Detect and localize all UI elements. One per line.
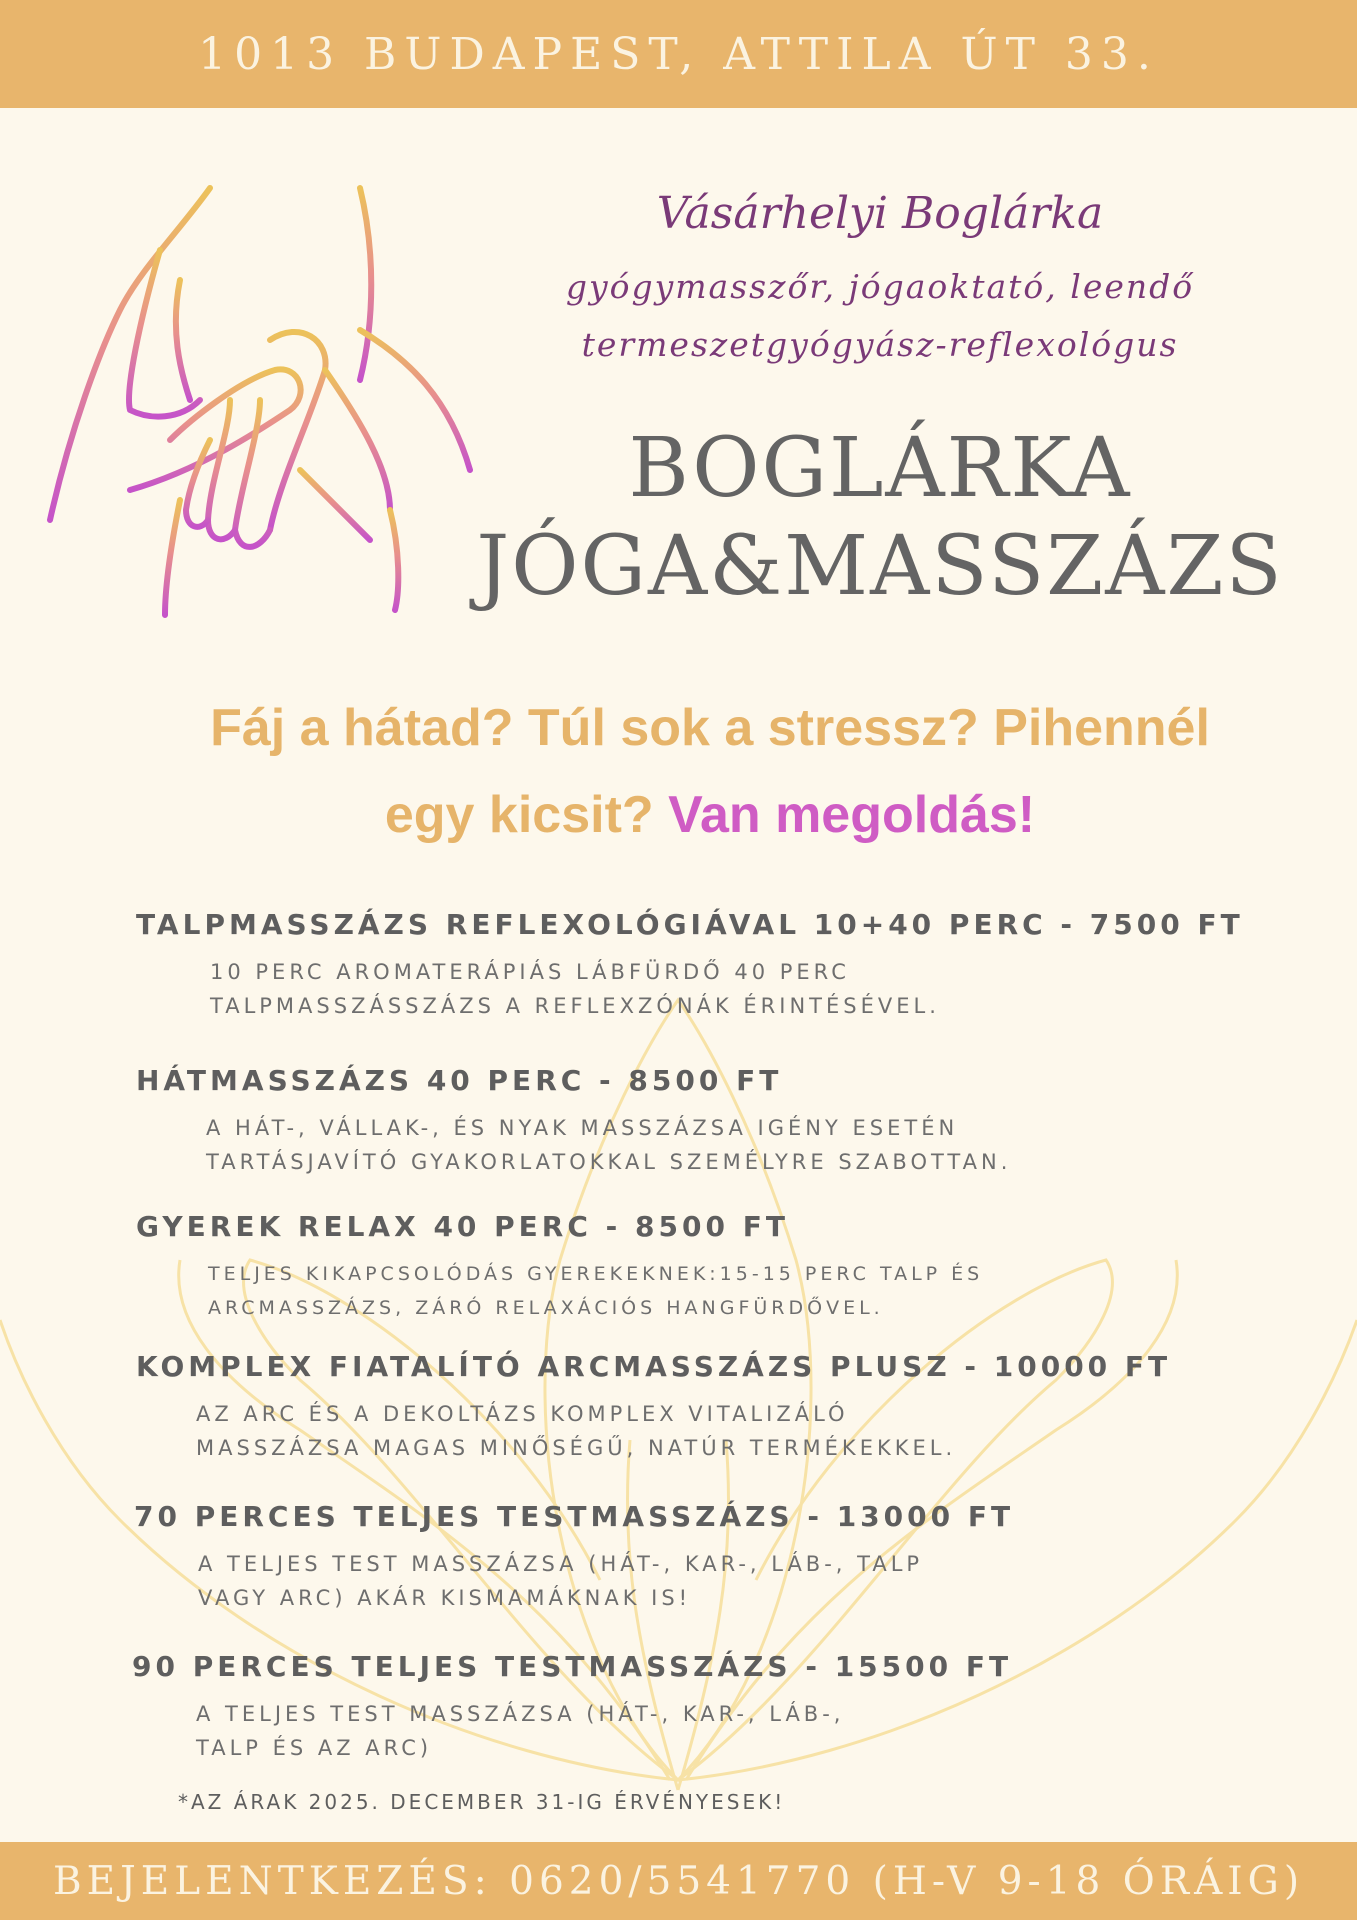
service-title: TALPMASSZÁZS REFLEXOLÓGIÁVAL 10+40 PERC - 7500 FT [136, 908, 1244, 941]
service-item [132, 1650, 1012, 1765]
booking-text: BEJELENTKEZÉS: 0620/5541770 (H-V 9-18 ÓRÁIG) [52, 1858, 1305, 1904]
address-text: 1013 BUDAPEST, ATTILA ÚT 33. [198, 28, 1159, 80]
service-desc-line: TARTÁSJAVÍTÓ GYAKORLATOKKAL SZEMÉLYRE SZABOTTAN. [206, 1150, 1012, 1174]
brand-line-1: BOGLÁRKA [628, 421, 1132, 516]
service-description [210, 955, 1244, 1023]
service-desc-line: TALPMASSZÁSSZÁZS A REFLEXZÓNÁK ÉRINTÉSÉVEL. [210, 994, 940, 1018]
service-description [208, 1257, 983, 1325]
therapist-name: Vásárhelyi Boglárka [656, 188, 1104, 239]
headline-part-2: egy kicsit? [384, 786, 654, 844]
service-item [136, 1210, 983, 1325]
therapist-subtitle [440, 258, 1320, 374]
subtitle-line-2: termeszetgyógyász-reflexológus [581, 325, 1179, 364]
service-title: GYEREK RELAX 40 PERC - 8500 FT [136, 1210, 789, 1243]
subtitle-line-1: gyógymasszőr, jógaoktató, leendő [565, 267, 1195, 306]
service-desc-line: TALP ÉS AZ ARC) [196, 1736, 433, 1760]
service-desc-line: MASSZÁZSA MAGAS MINŐSÉGŰ, NATÚR TERMÉKEKKEL. [196, 1436, 957, 1460]
booking-banner [0, 1842, 1357, 1920]
brand-line-2: JÓGA&MASSZÁZS [476, 519, 1284, 614]
headline-accent: Van megoldás! [668, 786, 1036, 844]
brand-title [450, 420, 1310, 616]
service-desc-line: A TELJES TEST MASSZÁZSA (HÁT-, KAR-, LÁB-, [196, 1702, 845, 1726]
service-desc-line: A TELJES TEST MASSZÁZSA (HÁT-, KAR-, LÁB-, TALP [198, 1552, 924, 1576]
headline [60, 685, 1357, 859]
service-description [198, 1547, 1014, 1615]
address-banner [0, 0, 1357, 108]
service-description [196, 1697, 1012, 1765]
service-desc-line: VAGY ARC) AKÁR KISMAMÁKNAK IS! [198, 1586, 692, 1610]
service-item [134, 1500, 1014, 1615]
service-desc-line: TELJES KIKAPCSOLÓDÁS GYEREKEKNEK:15-15 PERC TALP ÉS [208, 1263, 984, 1285]
service-desc-line: 10 PERC AROMATERÁPIÁS LÁBFÜRDŐ 40 PERC [210, 960, 850, 984]
service-title: KOMPLEX FIATALÍTÓ ARCMASSZÁZS PLUSZ - 10000 FT [136, 1350, 1172, 1383]
price-validity-note: *AZ ÁRAK 2025. DECEMBER 31-IG ÉRVÉNYESEK! [178, 1790, 786, 1814]
service-desc-line: A HÁT-, VÁLLAK-, ÉS NYAK MASSZÁZSA IGÉNY ESETÉN [206, 1116, 959, 1140]
service-title: 70 PERCES TELJES TESTMASSZÁZS - 13000 FT [134, 1500, 1015, 1533]
service-desc-line: ARCMASSZÁZS, ZÁRÓ RELAXÁCIÓS HANGFÜRDŐVEL. [208, 1297, 884, 1319]
headline-line-2 [60, 772, 1357, 859]
service-title: HÁTMASSZÁZS 40 PERC - 8500 FT [136, 1064, 783, 1097]
service-desc-line: AZ ARC ÉS A DEKOLTÁZS KOMPLEX VITALIZÁLÓ [196, 1402, 849, 1426]
service-title: 90 PERCES TELJES TESTMASSZÁZS - 15500 FT [132, 1650, 1013, 1683]
service-description [206, 1111, 1011, 1179]
headline-line-1: Fáj a hátad? Túl sok a stressz? Pihennél [210, 699, 1210, 757]
service-description [196, 1397, 1171, 1465]
service-item [136, 908, 1244, 1023]
hands-massage-icon [30, 170, 490, 620]
service-item [136, 1064, 1011, 1179]
service-item [136, 1350, 1171, 1465]
